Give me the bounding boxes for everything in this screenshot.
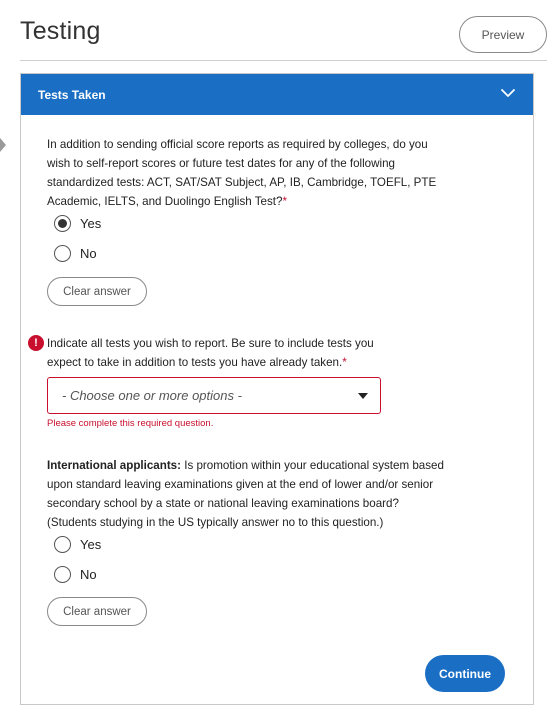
preview-button[interactable]: Preview bbox=[459, 16, 547, 53]
radio-button[interactable] bbox=[54, 215, 71, 232]
tests-to-report-question: Indicate all tests you wish to report. Be sure to include tests you expect to take in addition to tests you have already taken.* bbox=[47, 337, 374, 369]
required-mark: * bbox=[342, 356, 347, 369]
caret-down-icon bbox=[358, 393, 368, 399]
q3-option-no[interactable]: No bbox=[54, 566, 97, 583]
q1-clear-answer-button[interactable]: Clear answer bbox=[47, 277, 147, 306]
title-divider bbox=[20, 60, 547, 61]
tests-taken-header[interactable] bbox=[21, 74, 533, 115]
error-icon: ! bbox=[28, 335, 44, 351]
continue-button[interactable]: Continue bbox=[425, 655, 505, 692]
q3-option-yes[interactable]: Yes bbox=[54, 536, 101, 553]
select-placeholder: - Choose one or more options - bbox=[62, 388, 242, 403]
panel-title: Tests Taken bbox=[38, 87, 106, 102]
radio-button[interactable] bbox=[54, 566, 71, 583]
international-applicants-question: International applicants: Is promotion within your educational system based upon standard leaving examinations given at the end of lower and/or senior secondary school by a state or national leaving examinations board? (Students studying in the US typically answer no to this question.) bbox=[47, 459, 444, 529]
q1-option-yes[interactable]: Yes bbox=[54, 215, 101, 232]
side-pointer-icon bbox=[0, 138, 6, 152]
self-report-question: In addition to sending official score reports as required by colleges, do you wish to self-report scores or future test dates for any of the following standardized tests: ACT, SAT/SAT Subject, AP, IB, Cambridge, TOEFL, PTE Academic, IELTS, and Duolingo English Test?* bbox=[47, 138, 437, 208]
q3-clear-answer-button[interactable]: Clear answer bbox=[47, 597, 147, 626]
page-title: Testing bbox=[20, 17, 101, 45]
required-error-message: Please complete this required question. bbox=[47, 418, 214, 429]
radio-selected-dot bbox=[58, 219, 67, 228]
q1-option-no[interactable]: No bbox=[54, 245, 97, 262]
tests-multiselect[interactable] bbox=[47, 377, 381, 414]
required-mark: * bbox=[282, 195, 287, 208]
radio-button[interactable] bbox=[54, 536, 71, 553]
radio-button[interactable] bbox=[54, 245, 71, 262]
chevron-down-icon[interactable] bbox=[501, 88, 515, 98]
